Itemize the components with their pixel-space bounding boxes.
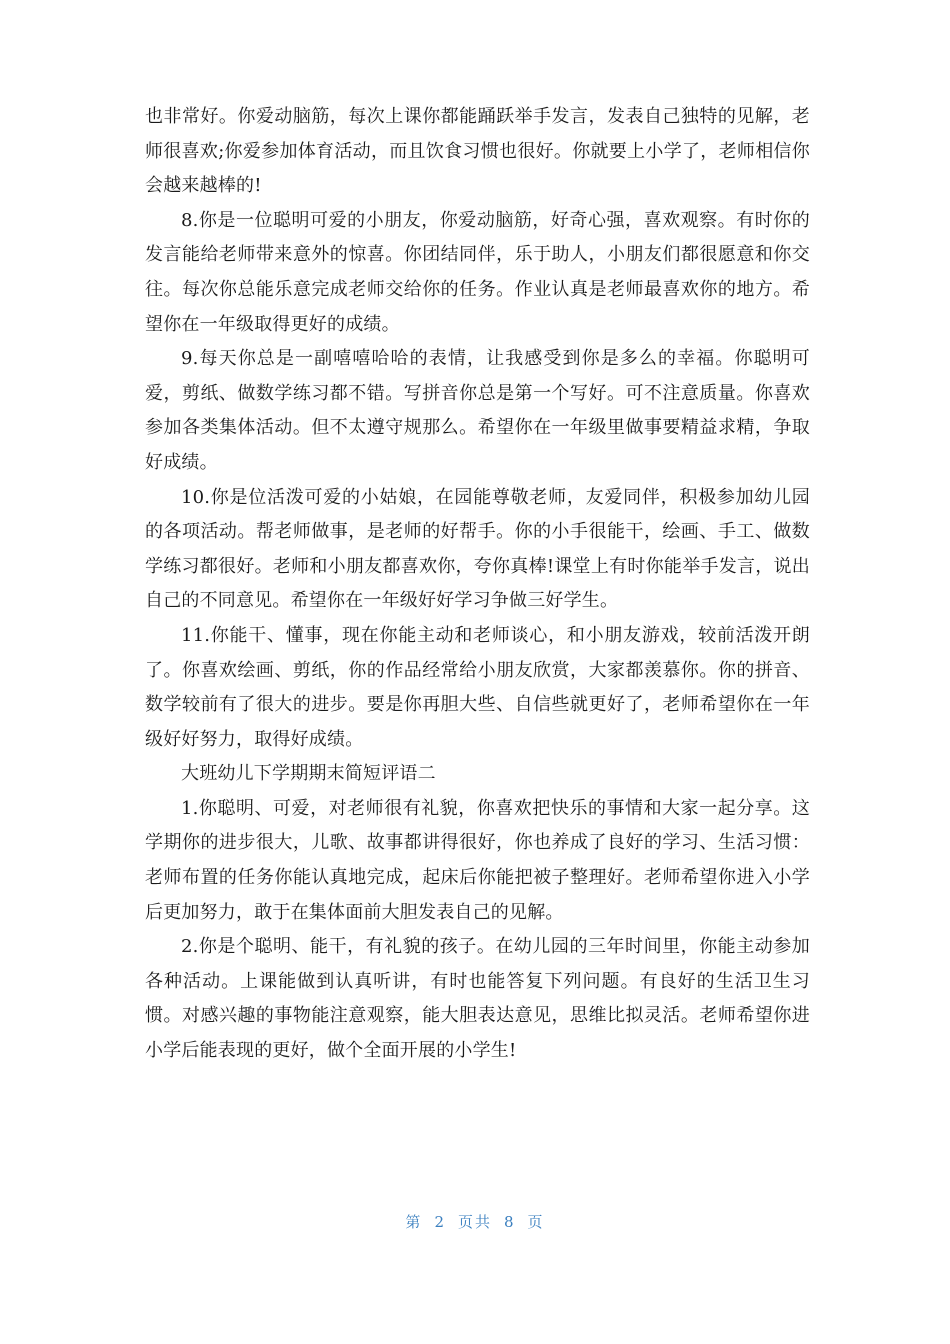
paragraph-comment-9: 9.每天你总是一副嘻嘻哈哈的表情，让我感受到你是多么的幸福。你聪明可爱，剪纸、做数学练习都不错。写拼音你总是第一个写好。可不注意质量。你喜欢参加各类集体活动。但不太遵守规那么。希望你在一年级里做事要精益求精，争取好成绩。	[145, 348, 810, 473]
current-page-number: 2	[434, 1213, 446, 1231]
section-heading: 大班幼儿下学期期末简短评语二	[181, 763, 436, 785]
document-body	[145, 100, 810, 1069]
paragraph-comment-11: 11.你能干、懂事，现在你能主动和老师谈心，和小朋友游戏，较前活泼开朗了。你喜欢绘画、剪纸，你的作品经常给小朋友欣赏，大家都羡慕你。你的拼音、数学较前有了很大的进步。要是你再胆大些、自信些就更好了，老师希望你在一年级好好努力，取得好成绩。	[145, 624, 810, 750]
paragraph-comment-2: 2.你是个聪明、能干，有礼貌的孩子。在幼儿园的三年时间里，你能主动参加各种活动。上课能做到认真听讲，有时也能答复下列问题。有良好的生活卫生习惯。对感兴趣的事物能注意观察，能大胆表达意见，思维比拟灵活。老师希望你进小学后能表现的更好，做个全面开展的小学生!	[145, 936, 810, 1062]
paragraph-comment-8: 8.你是一位聪明可爱的小朋友，你爱动脑筋，好奇心强，喜欢观察。有时你的发言能给老师带来意外的惊喜。你团结同伴，乐于助人，小朋友们都很愿意和你交往。每次你总能乐意完成老师交给你的任务。作业认真是老师最喜欢你的地方。希望你在一年级取得更好的成绩。	[145, 209, 810, 335]
page-label-suffix: 页	[527, 1213, 545, 1231]
page-label-middle: 页共	[457, 1213, 492, 1231]
page-number-footer	[0, 1212, 950, 1232]
paragraph-continued: 也非常好。你爱动脑筋，每次上课你都能踊跃举手发言，发表自己独特的见解，老师很喜欢;你爱参加体育活动，而且饮食习惯也很好。你就要上小学了，老师相信你会越来越棒的!	[145, 106, 810, 197]
paragraph-comment-10: 10.你是位活泼可爱的小姑娘，在园能尊敬老师，友爱同伴，积极参加幼儿园的各项活动。帮老师做事，是老师的好帮手。你的小手很能干，绘画、手工、做数学练习都很好。老师和小朋友都喜欢你，夸你真棒!课堂上有时你能举手发言，说出自己的不同意见。希望你在一年级好好学习争做三好学生。	[145, 486, 810, 612]
total-page-count: 8	[504, 1213, 516, 1231]
paragraph-comment-1: 1.你聪明、可爱，对老师很有礼貌，你喜欢把快乐的事情和大家一起分享。这学期你的进步很大，儿歌、故事都讲得很好，你也养成了良好的学习、生活习惯：老师布置的任务你能认真地完成，起床后你能把被子整理好。老师希望你进入小学后更加努力，敢于在集体面前大胆发表自己的见解。	[145, 797, 810, 923]
page-label-prefix: 第	[405, 1213, 423, 1231]
